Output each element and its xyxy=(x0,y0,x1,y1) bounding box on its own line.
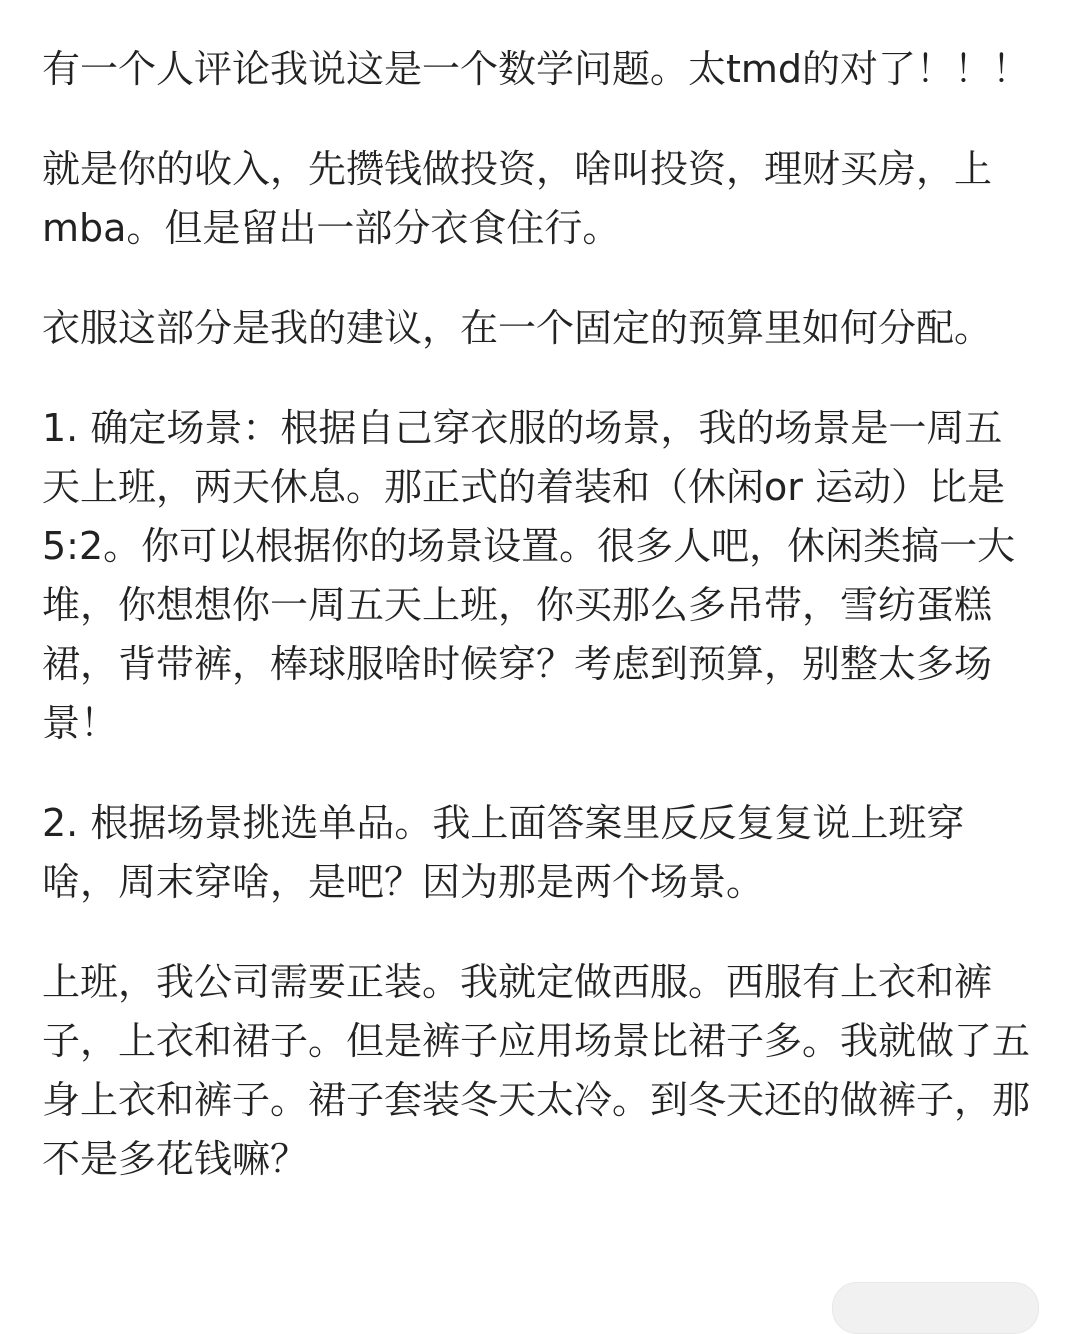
paragraph-math-comment: 有一个人评论我说这是一个数学问题。太tmd的对了！！！ xyxy=(42,47,1031,91)
paragraph-step-2: 2. 根据场景挑选单品。我上面答案里反反复复说上班穿啥，周末穿啥，是吧？因为那是两个场景。 xyxy=(42,801,965,904)
paragraph-work-suits: 上班，我公司需要正装。我就定做西服。西服有上衣和裤子，上衣和裙子。但是裤子应用场景比裙子多。我就做了五身上衣和裤子。裙子套装冬天太冷。到冬天还的做裤子，那不是多花钱嘛？ xyxy=(42,960,1031,1181)
paragraph-clothing-budget: 衣服这部分是我的建议，在一个固定的预算里如何分配。 xyxy=(42,306,993,350)
article-body xyxy=(42,40,1032,1189)
paragraph-income: 就是你的收入，先攒钱做投资，啥叫投资，理财买房，上mba。但是留出一部分衣食住行。 xyxy=(42,147,993,250)
paragraph-step-1: 1. 确定场景：根据自己穿衣服的场景，我的场景是一周五天上班，两天休息。那正式的着装和（休闲or 运动）比是5:2。你可以根据你的场景设置。很多人吧，休闲类搞一大堆，你想想你一周五天上班，你买那么多吊带，雪纺蛋糕裙，背带裤，棒球服啥时候穿？考虑到预算，别整太多场景！ xyxy=(42,406,1016,745)
